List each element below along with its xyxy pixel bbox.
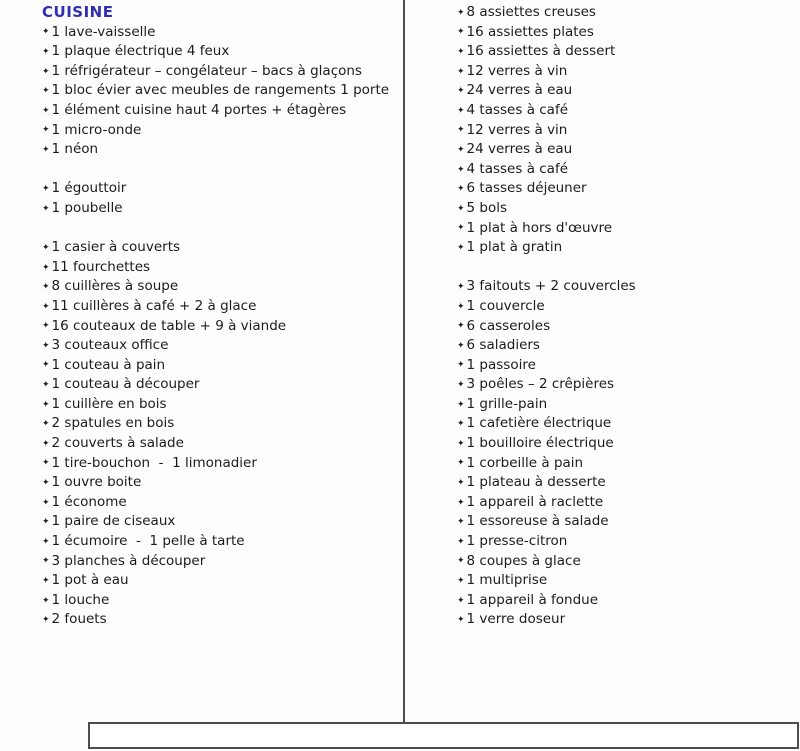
- bullet-icon: ✦: [42, 380, 50, 391]
- list-item: [457, 297, 797, 317]
- bullet-icon: ✦: [457, 282, 465, 293]
- list-item: [42, 532, 400, 552]
- list-item-text: 1 essoreuse à salade: [466, 513, 609, 530]
- list-item-text: 3 poêles – 2 crêpières: [466, 376, 615, 393]
- list-item: [42, 140, 400, 160]
- list-item-text: 8 coupes à glace: [466, 552, 581, 569]
- list-item: [42, 493, 400, 513]
- footer-box: [88, 722, 799, 749]
- list-item: [42, 454, 400, 474]
- list-item-text: 3 couteaux office: [51, 337, 169, 354]
- bullet-icon: ✦: [42, 340, 50, 351]
- bullet-icon: ✦: [42, 576, 50, 587]
- bullet-icon: ✦: [42, 105, 50, 116]
- bullet-icon: ✦: [457, 576, 465, 587]
- list-item: [42, 277, 400, 297]
- list-item: [42, 121, 400, 141]
- list-item: [42, 414, 400, 434]
- list-item-text: 24 verres à eau: [466, 141, 573, 158]
- list-item: [457, 140, 797, 160]
- list-item-text: 1 verre doseur: [466, 611, 566, 628]
- list-item: [42, 473, 400, 493]
- bullet-icon: ✦: [42, 360, 50, 371]
- list-item: [457, 317, 797, 337]
- list-item-text: 16 couteaux de table + 9 à viande: [51, 317, 287, 334]
- list-item: [457, 199, 797, 219]
- bullet-icon: ✦: [457, 458, 465, 469]
- list-item: [457, 160, 797, 180]
- list-item: [42, 101, 400, 121]
- list-item: [42, 610, 400, 630]
- bullet-icon: ✦: [457, 301, 465, 312]
- bullet-icon: ✦: [42, 66, 50, 77]
- list-item-text: 1 louche: [51, 591, 110, 608]
- bullet-icon: ✦: [457, 27, 465, 38]
- bullet-icon: ✦: [457, 517, 465, 528]
- list-item-text: 1 réfrigérateur – congélateur – bacs à glaçons: [51, 62, 362, 79]
- list-item-text: 1 tire-bouchon - 1 limonadier: [51, 454, 257, 471]
- bullet-icon: ✦: [457, 536, 465, 547]
- bullet-icon: ✦: [42, 419, 50, 430]
- list-item: [42, 552, 400, 572]
- bullet-icon: ✦: [42, 144, 50, 155]
- blank-line: [457, 258, 797, 278]
- list-item-text: 1 économe: [51, 493, 127, 510]
- list-item: [42, 434, 400, 454]
- list-item-text: 1 appareil à raclette: [466, 493, 604, 510]
- list-item: [457, 512, 797, 532]
- list-item-text: 16 assiettes à dessert: [466, 43, 616, 60]
- list-item-text: 1 presse-citron: [466, 533, 568, 550]
- bullet-icon: ✦: [42, 262, 50, 273]
- list-item-text: 1 écumoire - 1 pelle à tarte: [51, 533, 245, 550]
- list-item: [42, 317, 400, 337]
- list-item-text: 1 lave-vaisselle: [51, 23, 156, 40]
- list-item-text: 1 plaque électrique 4 feux: [51, 43, 230, 60]
- left-column-list: [42, 23, 400, 630]
- bullet-icon: ✦: [42, 282, 50, 293]
- bullet-icon: ✦: [457, 497, 465, 508]
- bullet-icon: ✦: [457, 478, 465, 489]
- bullet-icon: ✦: [457, 321, 465, 332]
- bullet-icon: ✦: [42, 86, 50, 97]
- list-item: [457, 3, 797, 23]
- list-item-text: 1 ouvre boite: [51, 474, 142, 491]
- list-item-text: 1 élément cuisine haut 4 portes + étagères: [51, 101, 347, 118]
- bullet-icon: ✦: [42, 595, 50, 606]
- list-item-text: 2 couverts à salade: [51, 435, 184, 452]
- list-item-text: 12 verres à vin: [466, 62, 568, 79]
- column-divider-line: [403, 0, 405, 723]
- list-item-text: 1 couvercle: [466, 297, 545, 314]
- right-column-list: [457, 3, 797, 630]
- list-item: [457, 532, 797, 552]
- bullet-icon: ✦: [42, 242, 50, 253]
- list-item-text: 1 passoire: [466, 356, 536, 373]
- bullet-icon: ✦: [457, 360, 465, 371]
- bullet-icon: ✦: [42, 46, 50, 57]
- list-item: [42, 356, 400, 376]
- list-item-text: 3 planches à découper: [51, 552, 206, 569]
- bullet-icon: ✦: [42, 438, 50, 449]
- list-item: [42, 179, 400, 199]
- section-title-cuisine: CUISINE: [42, 3, 114, 21]
- list-item: [457, 356, 797, 376]
- list-item-text: 1 plat à hors d'œuvre: [466, 219, 613, 236]
- bullet-icon: ✦: [457, 7, 465, 18]
- list-item-text: 6 casseroles: [466, 317, 551, 334]
- list-item-text: 1 pot à eau: [51, 572, 129, 589]
- list-item-text: 11 cuillères à café + 2 à glace: [51, 297, 257, 314]
- bullet-icon: ✦: [457, 595, 465, 606]
- list-item: [457, 610, 797, 630]
- bullet-icon: ✦: [457, 242, 465, 253]
- list-item: [457, 414, 797, 434]
- list-item: [457, 81, 797, 101]
- bullet-icon: ✦: [457, 105, 465, 116]
- list-item: [42, 512, 400, 532]
- list-item: [457, 121, 797, 141]
- list-item-text: 16 assiettes plates: [466, 23, 594, 40]
- list-item-text: 12 verres à vin: [466, 121, 568, 138]
- left-column: [42, 3, 400, 630]
- list-item: [457, 219, 797, 239]
- list-item: [42, 238, 400, 258]
- list-item-text: 5 bols: [466, 199, 508, 216]
- list-item: [457, 493, 797, 513]
- list-item-text: 1 bloc évier avec meubles de rangements 1 porte: [51, 82, 390, 99]
- list-item: [42, 395, 400, 415]
- list-item: [42, 199, 400, 219]
- list-item-text: 1 grille-pain: [466, 395, 548, 412]
- list-item: [457, 62, 797, 82]
- list-item-text: 1 couteau à pain: [51, 356, 166, 373]
- list-item: [457, 23, 797, 43]
- bullet-icon: ✦: [457, 615, 465, 626]
- bullet-icon: ✦: [457, 164, 465, 175]
- bullet-icon: ✦: [42, 556, 50, 567]
- bullet-icon: ✦: [42, 536, 50, 547]
- list-item-text: 1 multiprise: [466, 572, 548, 589]
- list-item: [457, 277, 797, 297]
- list-item-text: 1 plat à gratin: [466, 239, 563, 256]
- bullet-icon: ✦: [457, 556, 465, 567]
- list-item: [457, 395, 797, 415]
- list-item-text: 1 égouttoir: [51, 180, 127, 197]
- bullet-icon: ✦: [42, 497, 50, 508]
- list-item-text: 6 tasses déjeuner: [466, 180, 587, 197]
- list-item-text: 4 tasses à café: [466, 101, 569, 118]
- list-item: [457, 434, 797, 454]
- list-item: [457, 375, 797, 395]
- bullet-icon: ✦: [42, 203, 50, 214]
- bullet-icon: ✦: [42, 615, 50, 626]
- list-item-text: 1 couteau à découper: [51, 376, 200, 393]
- bullet-icon: ✦: [42, 321, 50, 332]
- list-item-text: 1 casier à couverts: [51, 239, 181, 256]
- list-item: [42, 336, 400, 356]
- list-item-text: 4 tasses à café: [466, 160, 569, 177]
- list-item-text: 1 paire de ciseaux: [51, 513, 176, 530]
- bullet-icon: ✦: [457, 380, 465, 391]
- list-item-text: 1 cuillère en bois: [51, 395, 167, 412]
- list-item-text: 6 saladiers: [466, 337, 540, 354]
- list-item: [42, 571, 400, 591]
- list-item: [457, 552, 797, 572]
- list-item: [42, 297, 400, 317]
- list-item-text: 1 appareil à fondue: [466, 591, 599, 608]
- bullet-icon: ✦: [457, 184, 465, 195]
- list-item: [457, 42, 797, 62]
- list-item-text: 24 verres à eau: [466, 82, 573, 99]
- bullet-icon: ✦: [457, 223, 465, 234]
- bullet-icon: ✦: [457, 203, 465, 214]
- list-item: [42, 591, 400, 611]
- list-item: [457, 473, 797, 493]
- bullet-icon: ✦: [42, 399, 50, 410]
- list-item-text: 1 cafetière électrique: [466, 415, 612, 432]
- list-item: [457, 591, 797, 611]
- bullet-icon: ✦: [42, 184, 50, 195]
- list-item: [42, 42, 400, 62]
- list-item-text: 1 micro-onde: [51, 121, 142, 138]
- bullet-icon: ✦: [457, 399, 465, 410]
- list-item: [42, 258, 400, 278]
- list-item-text: 1 corbeille à pain: [466, 454, 584, 471]
- list-item: [457, 238, 797, 258]
- list-item-text: 1 néon: [51, 141, 99, 158]
- list-item: [457, 454, 797, 474]
- list-item: [457, 571, 797, 591]
- bullet-icon: ✦: [457, 86, 465, 97]
- list-item: [42, 62, 400, 82]
- list-item-text: 2 spatules en bois: [51, 415, 175, 432]
- list-item-text: 1 bouilloire électrique: [466, 435, 614, 452]
- list-item-text: 3 faitouts + 2 couvercles: [466, 278, 636, 295]
- blank-line: [42, 160, 400, 180]
- bullet-icon: ✦: [457, 340, 465, 351]
- bullet-icon: ✦: [457, 419, 465, 430]
- list-item-text: 11 fourchettes: [51, 258, 151, 275]
- bullet-icon: ✦: [42, 27, 50, 38]
- bullet-icon: ✦: [42, 301, 50, 312]
- list-item: [457, 101, 797, 121]
- bullet-icon: ✦: [42, 125, 50, 136]
- list-item-text: 8 cuillères à soupe: [51, 278, 179, 295]
- right-column: [457, 3, 797, 630]
- list-item: [42, 81, 400, 101]
- list-item: [42, 23, 400, 43]
- blank-line: [42, 219, 400, 239]
- bullet-icon: ✦: [42, 478, 50, 489]
- bullet-icon: ✦: [457, 66, 465, 77]
- list-item-text: 2 fouets: [51, 611, 107, 628]
- list-item: [457, 336, 797, 356]
- bullet-icon: ✦: [457, 144, 465, 155]
- list-item-text: 1 plateau à desserte: [466, 474, 606, 491]
- bullet-icon: ✦: [42, 517, 50, 528]
- bullet-icon: ✦: [457, 438, 465, 449]
- list-item: [42, 375, 400, 395]
- list-item: [457, 179, 797, 199]
- bullet-icon: ✦: [42, 458, 50, 469]
- list-item-text: 8 assiettes creuses: [466, 4, 596, 20]
- bullet-icon: ✦: [457, 125, 465, 136]
- list-item-text: 1 poubelle: [51, 199, 123, 216]
- bullet-icon: ✦: [457, 46, 465, 57]
